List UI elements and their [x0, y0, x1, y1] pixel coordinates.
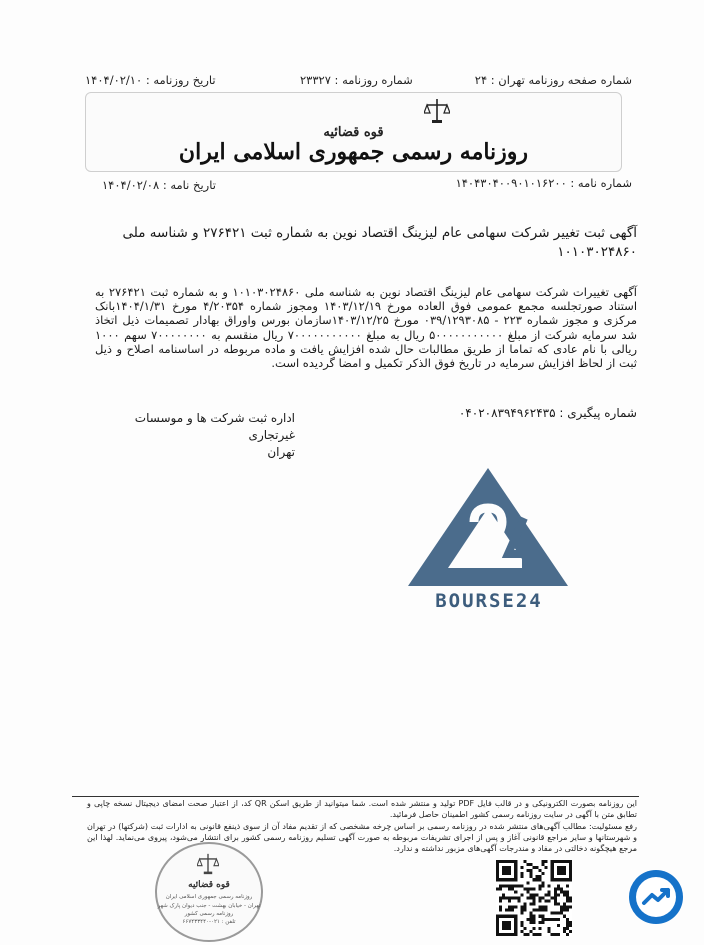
seal-subtitle: روزنامه رسمی جمهوری اسلامی ایران	[165, 894, 253, 900]
masthead	[85, 92, 622, 172]
footer-liability-note: رفع مسئولیت: مطالب آگهی‌های منتشر شده در روزنامه رسمی بر اساس چرخه مشخصی که از تقدیم مفاد آن از سوی ذینفع قانونی به ادارات ثبت (شرکتها) در تهران و شهرستانها و سایر مراجع قانونی آغاز و پس از اجرای تشریفات مربوطه به صورت آگهی تسلیم روزنامه رسمی کشور برای انتشار می‌شود، پیروی می‌نماید. لهذا این مرجع هیچگونه دخالتی در مفاد و مندرجات آگهی‌های مزبور نداشته و ندارد.	[87, 821, 637, 854]
office-city: تهران	[267, 445, 295, 459]
letter-date: تاریخ نامه : ۱۴۰۴/۰۲/۰۸	[102, 178, 216, 192]
seal-title: قوه قضائیه	[188, 880, 230, 890]
judiciary-emblem-icon	[424, 97, 450, 125]
notice-body: آگهی تغییرات شرکت سهامی عام لیزینگ اقتصاد نوین به شناسه ملی ۱۰۱۰۳۰۲۴۸۶۰ و به شماره ثبت ۲۷۶۴۲۱ به استناد صورتجلسه مجمع عمومی فوق العاده مورخ ۱۴۰۳/۱۲/۱۹ ومجوز شماره ۴/۲۰۳۵۴ مورخ ۱۴۰۴/۱/۳۱بانک مرکزی و مجوز شماره ۲۲۳ - ۰۳۹/۱۲۹۳۰۸۵ مورخ ۱۴۰۳/۱۲/۲۵سازمان بورس واوراق بهادار تصمیمات ذیل اتخاذ شد سرمایه شرکت از مبلغ ۵۰۰۰۰۰۰۰۰۰۰۰ ریال به مبلغ ۷۰۰۰۰۰۰۰۰۰۰۰ ریال منقسم به ۷۰۰۰۰۰۰۰۰ سهم ۱۰۰۰ ریالی با نام عادی که تماما از طریق مطالبات حال شده افزایش یافت و ماده مربوطه در اساسنامه اصلاح و ذیل ثبت از لحاظ افزایش سرمایه در تاریخ فوق الذکر تکمیل و امضا گردیده است.	[95, 285, 638, 371]
registry-office	[85, 410, 295, 461]
issue-number: شماره روزنامه : ۲۳۳۲۷	[300, 73, 413, 87]
letter-number: شماره نامه : ۱۴۰۴۳۰۴۰۰۹۰۱۰۱۶۲۰۰	[455, 176, 632, 190]
seal-org: روزنامه رسمی کشور	[184, 911, 234, 917]
newspaper-title: روزنامه رسمی جمهوری اسلامی ایران	[178, 139, 529, 165]
office-name: اداره ثبت شرکت ها و موسسات غیرتجاری	[134, 411, 295, 442]
footer-pdf-note: این روزنامه بصورت الکترونیکی و در قالب فایل PDF تولید و منتشر شده است. شما میتوانید از طریق اسکن QR کد، از اعتبار صحت امضای دیجیتال نسخه چاپی و تطابق متن با آگهی در سایت روزنامه رسمی کشور اطمینان حاصل فرمائید.	[87, 799, 637, 820]
tracking-number: شماره پیگیری : ۰۴۰۲۰۸۳۹۴۹۶۲۴۳۵	[458, 406, 637, 420]
issue-date: تاریخ روزنامه : ۱۴۰۴/۰۲/۱۰	[85, 73, 216, 87]
judiciary-label: قوه قضائیه	[323, 125, 384, 140]
official-seal	[155, 842, 263, 942]
seal-address: تهران - خیابان بهشت - جنب دیوان پارک شهر	[157, 903, 261, 909]
trend-badge-icon	[627, 868, 685, 926]
page-number: شماره صفحه روزنامه تهران : ۲۴	[474, 73, 632, 87]
bourse24-logo-text: BOURSE24	[435, 590, 543, 612]
footer-divider	[72, 796, 639, 797]
notice-title: آگهی ثبت تغییر شرکت سهامی عام لیزینگ اقتصاد نوین به شماره ثبت ۲۷۶۴۲۱ و شناسه ملی ۱۰۱۰۳۰۲۴۸۶۰	[122, 225, 637, 260]
seal-emblem-icon	[197, 852, 219, 876]
qr-code-icon[interactable]	[496, 860, 572, 936]
seal-phone: تلفن : ۰۲۱-۶۶۷۴۳۳۴۴۰	[182, 919, 236, 925]
